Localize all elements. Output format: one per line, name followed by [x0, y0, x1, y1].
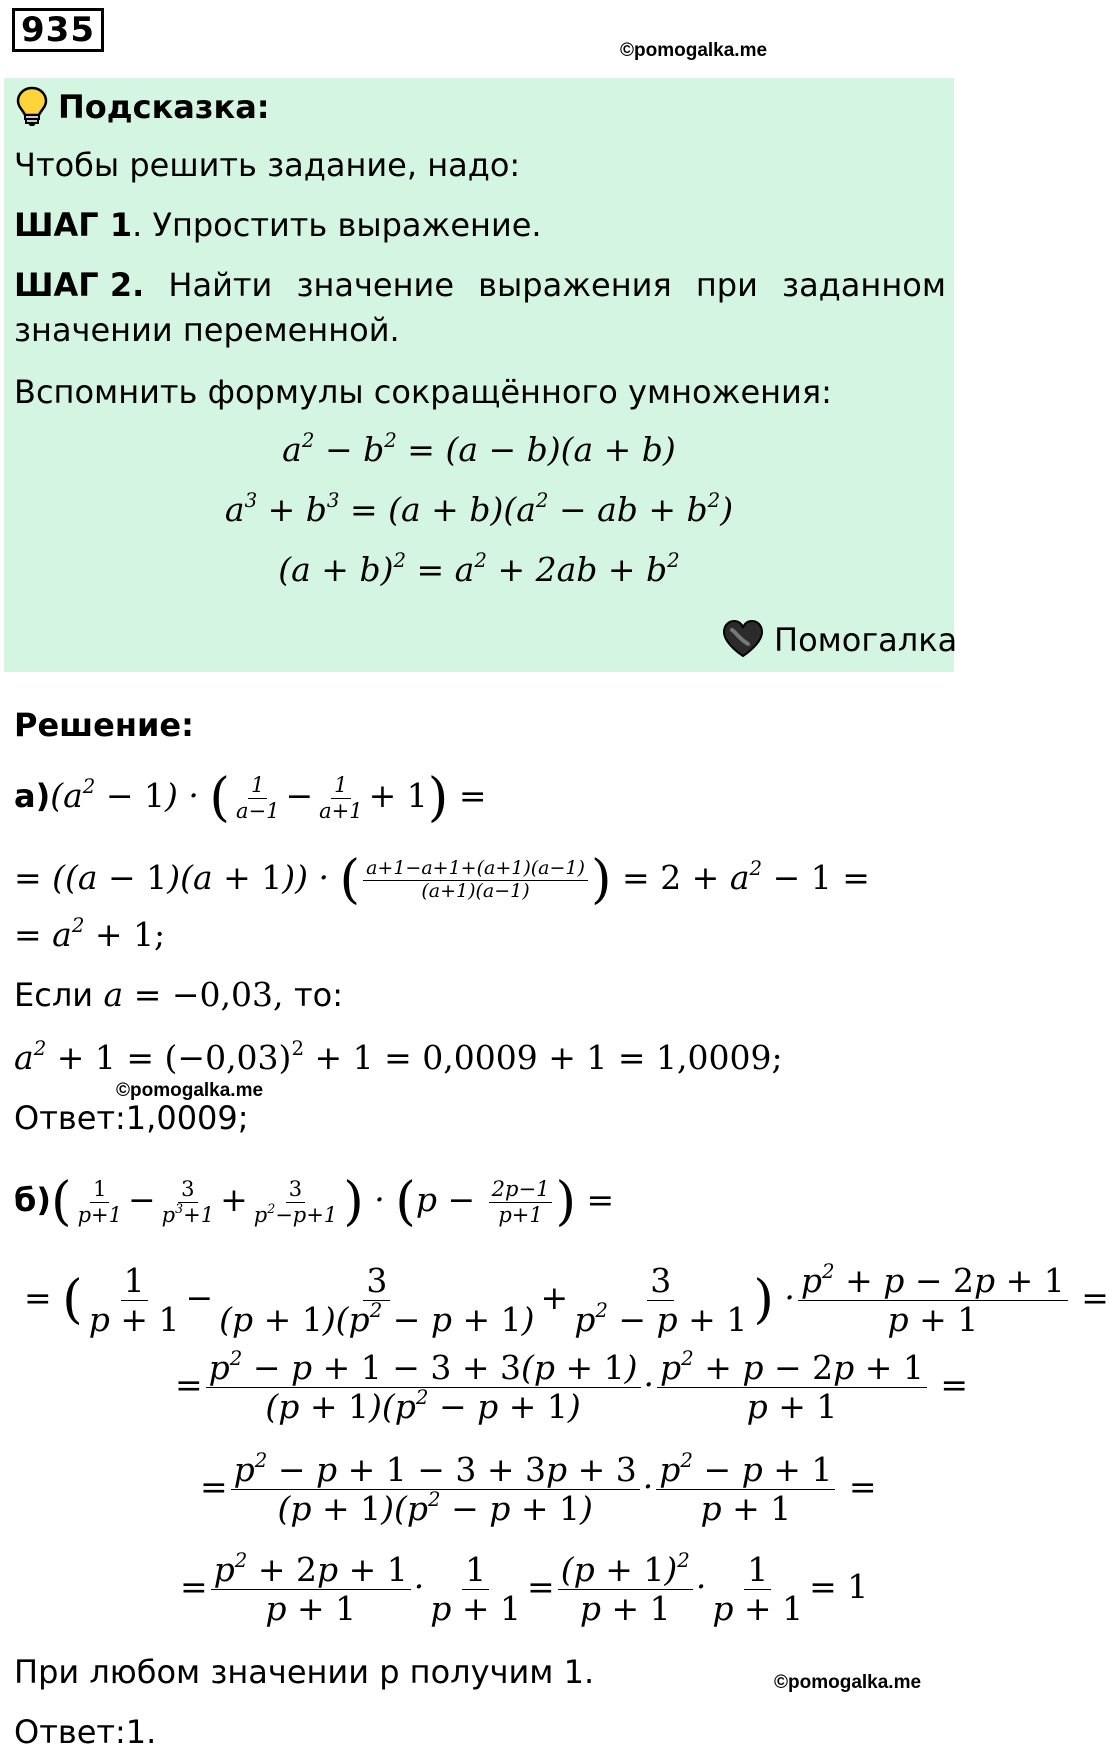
- step1-label: ШАГ 1: [14, 206, 133, 244]
- hint-step2: [14, 265, 946, 305]
- part-b-step1: = ( $\frac{1}{p + 1}$ − $\frac{3}{(p + 1)(p^2 - p + 1)}$ + $\frac{3}{p^2 - p + 1}$ ) · $\frac{p^2 + p - 2p + 1}{p + 1}$ =: [24, 1259, 1109, 1339]
- part-a-expression: $а)(a^2 - 1)$ · ( $\frac{1}{a-1}$ − $\frac{1}{a+1}$ + 1) =: [14, 767, 487, 828]
- part-b-step4: = $\frac{p^2 + 2p + 1}{p + 1}$ · $\frac{1}{p + 1}$ = $\frac{(p + 1)^2}{p + 1}$ · $\frac{1}{p + 1}$ = 1: [180, 1548, 869, 1628]
- part-b-answer: Ответ:1.: [14, 1713, 157, 1751]
- part-a-step2: = $a^2 + 1$;: [14, 914, 166, 954]
- watermark-mid: ©pomogalka.me: [116, 1080, 264, 1101]
- step2-word: выражения: [478, 266, 672, 304]
- step2-word: Найти: [168, 266, 273, 304]
- heart-icon: [722, 620, 764, 663]
- conclusion: При любом значении p получим 1.: [14, 1653, 595, 1691]
- step2-word: значение: [296, 266, 455, 304]
- part-a-label: а): [14, 777, 51, 815]
- hint-step1: [14, 205, 542, 245]
- step1-text: . Упростить выражение.: [132, 206, 542, 244]
- part-a-calc: $a^2 + 1 = (-0,03)^2 + 1 = 0,0009 + 1 = 1,0009$;: [14, 1037, 783, 1077]
- if-word: Если: [14, 976, 94, 1014]
- watermark-top: ©pomogalka.me: [620, 40, 768, 61]
- brand-name: Помогалка: [774, 621, 958, 659]
- part-a-condition: Если a = −0,03, то:: [14, 975, 343, 1014]
- hint-title: Подсказка:: [58, 88, 270, 126]
- watermark-bottom: ©pomogalka.me: [774, 1672, 922, 1693]
- part-b-step2: = $\frac{p^2 - p + 1 - 3 + 3(p + 1)}{(p + 1)(p^2 - p + 1)}$ · $\frac{p^2 + p - 2p + 1}{p + 1}$ =: [175, 1346, 969, 1426]
- formulas-intro: Вспомнить формулы сокращённого умножения:: [14, 373, 832, 411]
- part-b-expression: б)( $\frac{1}{p+1}$ − $\frac{3}{p^3+1}$ + $\frac{3}{p^2-p+1}$ ) · (p − $\frac{2p-1}{p+1}$ ) =: [14, 1171, 615, 1232]
- formula-square-sum: $(a + b)^2 = a^2 + 2ab + b^2$: [278, 549, 680, 589]
- part-b-step3: = $\frac{p^2 - p + 1 - 3 + 3p + 3}{(p + 1)(p^2 - p + 1)}$ · $\frac{p^2 - p + 1}{p + 1}$ =: [200, 1448, 877, 1528]
- step2-word: при: [695, 266, 758, 304]
- part-b-label: б): [14, 1181, 51, 1219]
- then-word: то:: [293, 976, 343, 1014]
- hint-step2-cont: значении переменной.: [14, 311, 400, 349]
- solution-title: Решение:: [14, 706, 194, 744]
- task-number: 935: [12, 8, 104, 52]
- formula-diff-squares: $a^2 - b^2 = (a - b)(a + b)$: [282, 429, 676, 469]
- step2-word: заданном: [782, 266, 946, 304]
- hint-intro: Чтобы решить задание, надо:: [14, 146, 521, 184]
- formula-sum-cubes: $a^3 + b^3 = (a + b)(a^2$ − ab + $b^2$): [224, 489, 734, 529]
- part-a-answer: Ответ:1,0009;: [14, 1099, 249, 1137]
- part-a-step1: = ((a − 1)(a + 1)) · ( $\frac{a+1-a+1+(a+1)(a-1)}{(a+1)(a-1)}$ ) = $2 + a^2 - 1$ =: [14, 849, 870, 910]
- step2-word: ШАГ 2.: [14, 266, 145, 304]
- lightbulb-icon: [16, 86, 48, 131]
